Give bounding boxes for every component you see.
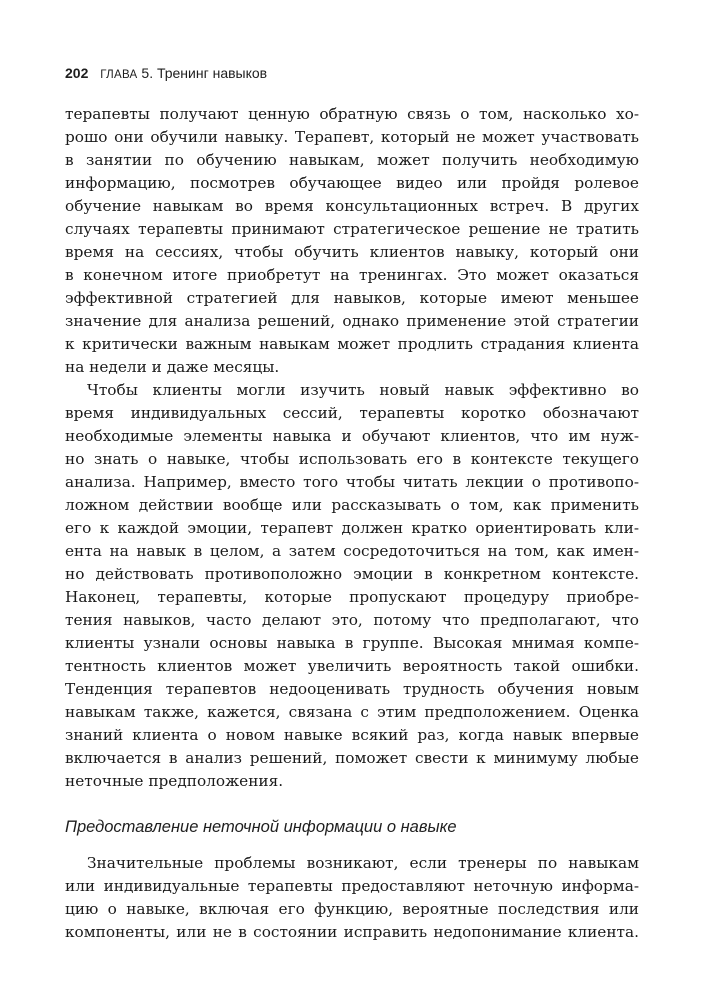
text-line: но действовать противоположно эмоции в конкретном контексте. (65, 565, 639, 583)
text-line: Значительные проблемы возникают, если тренеры по навыкам (87, 854, 639, 872)
text-line: знаний клиента о новом навыке всякий раз, когда навык впервые (65, 726, 639, 744)
text-line: на недели и даже месяцы. (65, 358, 280, 376)
running-head (65, 64, 267, 84)
text-line: анализа. Например, вместо того чтобы читать лекции о противопо- (65, 473, 639, 491)
text-line: его к каждой эмоции, терапевт должен кратко ориентировать кли- (65, 519, 639, 537)
chapter-title: 5. Тренинг навыков (141, 65, 268, 81)
text-line: в конечном итоге приобретут на тренингах. Это может оказаться (65, 266, 639, 284)
text-line: значение для анализа решений, однако применение этой стратегии (65, 312, 639, 330)
text-line: ложном действии вообще или рассказывать о том, как применить (65, 496, 639, 514)
text-line: информацию, посмотрев обучающее видео или пройдя ролевое (65, 174, 639, 192)
body-text (65, 103, 639, 793)
text-line: время на сессиях, чтобы обучить клиентов навыку, который они (65, 243, 639, 261)
text-line: случаях терапевты принимают стратегическое решение не тратить (65, 220, 639, 238)
text-line: клиенты узнали основы навыка в группе. Высокая мнимая компе- (65, 634, 639, 652)
chapter-word: ГЛАВА (100, 69, 138, 81)
text-line: но знать о навыке, чтобы использовать его в контексте текущего (65, 450, 639, 468)
text-line: навыкам также, кажется, связана с этим предположением. Оценка (65, 703, 639, 721)
text-line: тентность клиентов может увеличить вероятность такой ошибки. (65, 657, 639, 675)
body-text (65, 852, 639, 944)
text-line: терапевты получают ценную обратную связь о том, насколько хо- (65, 105, 639, 123)
text-line: Тенденция терапевтов недооценивать трудность обучения новым (65, 680, 639, 698)
text-line: или индивидуальные терапевты предоставляют неточную информа- (65, 877, 639, 895)
text-line: тения навыков, часто делают это, потому что предполагают, что (65, 611, 639, 629)
text-line: ента на навык в целом, а затем сосредоточиться на том, как имен- (65, 542, 639, 560)
text-line: компоненты, или не в состоянии исправить недопонимание клиента. (65, 923, 639, 941)
text-line: эффективной стратегией для навыков, которые имеют меньшее (65, 289, 639, 307)
section-heading: Предоставление неточной информации о навыке (65, 818, 457, 836)
page-number: 202 (65, 65, 89, 81)
text-line: рошо они обучили навыку. Терапевт, который не может участвовать (65, 128, 639, 146)
text-line: неточные предположения. (65, 772, 284, 790)
text-line: необходимые элементы навыка и обучают клиентов, что им нуж- (65, 427, 639, 445)
text-line: Чтобы клиенты могли изучить новый навык эффективно во (87, 381, 639, 399)
text-line: включается в анализ решений, поможет свести к минимуму любые (65, 749, 639, 767)
text-line: к критически важным навыкам может продлить страдания клиента (65, 335, 639, 353)
text-line: обучение навыкам во время консультационных встреч. В других (65, 197, 639, 215)
text-line: Наконец, терапевты, которые пропускают процедуру приобре- (65, 588, 639, 606)
text-line: время индивидуальных сессий, терапевты коротко обозначают (65, 404, 639, 422)
text-line: в занятии по обучению навыкам, может получить необходимую (65, 151, 639, 169)
text-line: цию о навыке, включая его функцию, вероятные последствия или (65, 900, 639, 918)
